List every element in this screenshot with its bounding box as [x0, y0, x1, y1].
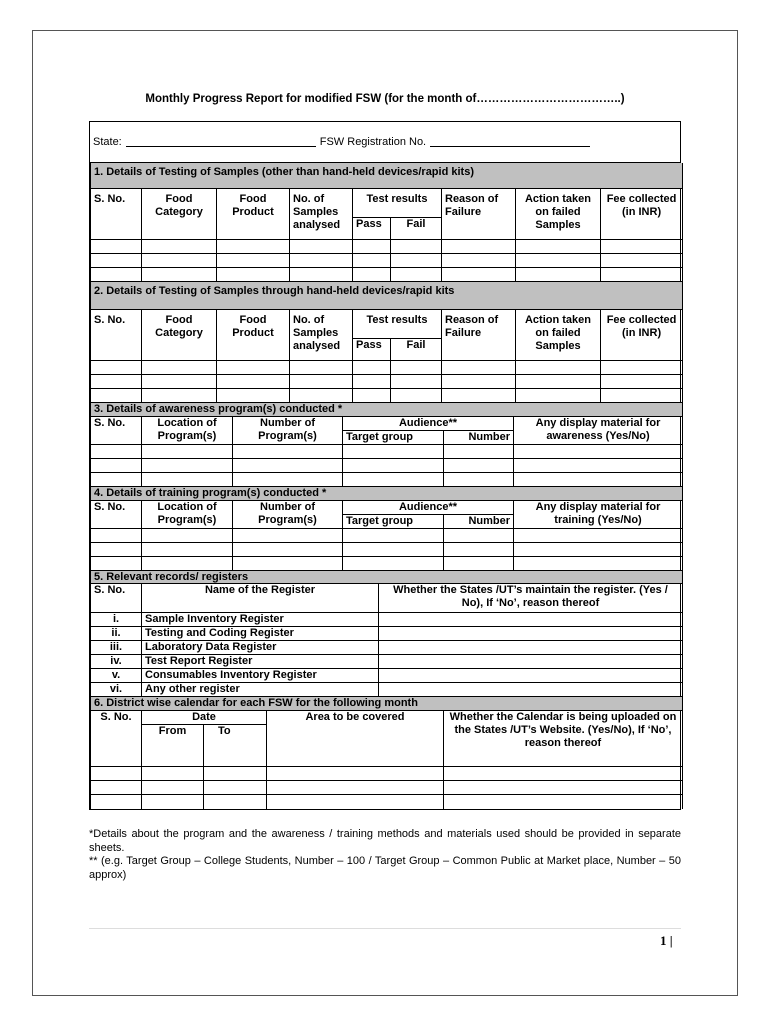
col-pass: Pass [353, 217, 391, 239]
register-no: iv. [91, 655, 142, 669]
table-row[interactable] [91, 795, 683, 809]
table-row[interactable] [91, 374, 683, 388]
report-title: Monthly Progress Report for modified FSW (for the month of………………………………..) [145, 93, 625, 105]
col-display-material: Any display material for awareness (Yes/No) [514, 417, 683, 445]
register-no: vi. [91, 683, 142, 697]
footnote-1: *Details about the program and the awareness / training methods and materials used should be provided in separate sheets. [89, 828, 681, 854]
table-row[interactable] [91, 543, 683, 557]
table-row[interactable] [91, 529, 683, 543]
table-row[interactable] [91, 683, 683, 697]
col-target-group: Target group [343, 431, 444, 445]
table-row[interactable] [91, 445, 683, 459]
col-reason-failure: Reason of Failure [442, 309, 516, 360]
col-sno: S. No. [91, 711, 142, 767]
col-area: Area to be covered [267, 711, 444, 767]
col-date: Date [142, 711, 267, 725]
state-line [90, 122, 680, 163]
col-target-group: Target group [343, 515, 444, 529]
col-audience: Audience** [343, 417, 514, 431]
table-row[interactable] [91, 388, 683, 402]
col-number-programs: Number of Program(s) [233, 417, 343, 445]
col-display-material-training: Any display material for training (Yes/No) [514, 501, 683, 529]
col-fail: Fail [391, 338, 442, 360]
section-6-table [90, 697, 683, 809]
section-2-heading: 2. Details of Testing of Samples through hand-held devices/rapid kits [91, 281, 683, 309]
col-food-product: Food Product [217, 188, 290, 239]
section-3-heading: 3. Details of awareness program(s) conducted * [91, 403, 683, 417]
section-1-table [90, 163, 683, 403]
col-samples-analysed: No. of Samples analysed [290, 188, 353, 239]
col-sno: S. No. [91, 584, 142, 613]
report-form [89, 121, 681, 810]
register-name: Laboratory Data Register [142, 641, 379, 655]
register-name: Any other register [142, 683, 379, 697]
footnotes [89, 828, 681, 882]
page-number: 1 | [660, 933, 673, 948]
col-register-name: Name of the Register [142, 584, 379, 613]
col-location: Location of Program(s) [142, 501, 233, 529]
section-1-heading: 1. Details of Testing of Samples (other than hand-held devices/rapid kits) [91, 163, 683, 188]
register-name: Consumables Inventory Register [142, 669, 379, 683]
col-sno: S. No. [91, 417, 142, 445]
section-4-heading: 4. Details of training program(s) conducted * [91, 487, 683, 501]
register-name: Test Report Register [142, 655, 379, 669]
fsw-registration-field[interactable] [430, 138, 590, 147]
col-action-taken: Action taken on failed Samples [516, 309, 601, 360]
fsw-registration-label: FSW Registration No. [319, 136, 427, 148]
table-row[interactable] [91, 267, 683, 281]
col-location: Location of Program(s) [142, 417, 233, 445]
register-no: iii. [91, 641, 142, 655]
col-audience: Audience** [343, 501, 514, 515]
col-sno: S. No. [91, 501, 142, 529]
table-row[interactable] [91, 473, 683, 487]
col-number-programs: Number of Program(s) [233, 501, 343, 529]
col-maintained: Whether the States /UT’s maintain the register. (Yes / No), If ‘No’, reason thereof [379, 584, 683, 613]
col-calendar-uploaded: Whether the Calendar is being uploaded on the States /UT’s Website. (Yes/No), If ‘No’, reason thereof [444, 711, 683, 767]
register-name: Testing and Coding Register [142, 627, 379, 641]
col-food-product: Food Product [217, 309, 290, 360]
footnote-2: ** (e.g. Target Group – College Students, Number – 100 / Target Group – Common Public at Market place, Number – 50 approx) [89, 855, 681, 881]
col-sno: S. No. [91, 309, 142, 360]
section-5-heading: 5. Relevant records/ registers [91, 571, 683, 584]
section-6-heading: 6. District wise calendar for each FSW for the following month [91, 697, 683, 711]
state-field[interactable] [126, 138, 316, 147]
table-row[interactable] [91, 781, 683, 795]
table-row[interactable] [91, 627, 683, 641]
col-reason-failure: Reason of Failure [442, 188, 516, 239]
col-samples-analysed: No. of Samples analysed [290, 309, 353, 360]
register-no: ii. [91, 627, 142, 641]
col-fee-collected: Fee collected (in INR) [601, 188, 683, 239]
col-test-results: Test results [353, 309, 442, 338]
table-row[interactable] [91, 655, 683, 669]
col-action-taken: Action taken on failed Samples [516, 188, 601, 239]
col-sno: S. No. [91, 188, 142, 239]
table-row[interactable] [91, 557, 683, 571]
table-row[interactable] [91, 459, 683, 473]
col-number: Number [444, 431, 514, 445]
col-fail: Fail [391, 217, 442, 239]
section-5-table [90, 571, 683, 697]
col-food-category: Food Category [142, 309, 217, 360]
table-row[interactable] [91, 253, 683, 267]
table-row[interactable] [91, 767, 683, 781]
col-number: Number [444, 515, 514, 529]
footer-divider [89, 928, 681, 929]
register-no: i. [91, 613, 142, 627]
col-from: From [142, 725, 204, 767]
table-row[interactable] [91, 641, 683, 655]
register-name: Sample Inventory Register [142, 613, 379, 627]
col-pass: Pass [353, 338, 391, 360]
col-fee-collected: Fee collected (in INR) [601, 309, 683, 360]
table-row[interactable] [91, 669, 683, 683]
col-to: To [204, 725, 267, 767]
table-row[interactable] [91, 613, 683, 627]
state-label: State: [93, 136, 122, 148]
col-test-results: Test results [353, 188, 442, 217]
register-no: v. [91, 669, 142, 683]
table-row[interactable] [91, 239, 683, 253]
col-food-category: Food Category [142, 188, 217, 239]
section-3-table [90, 403, 683, 572]
table-row[interactable] [91, 360, 683, 374]
